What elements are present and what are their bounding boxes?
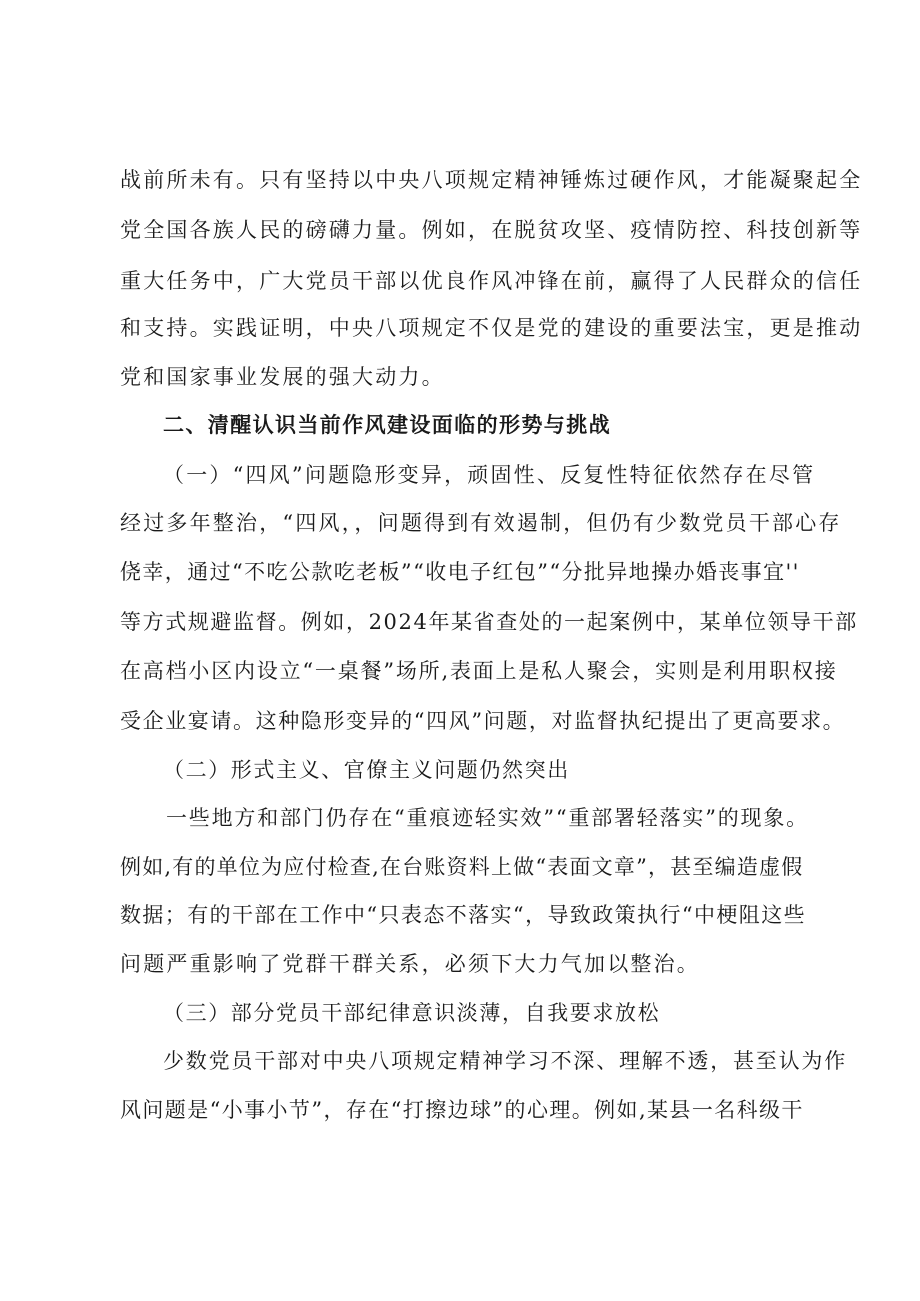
- body-text-line: 党全国各族人民的磅礴力量。例如，在脱贫攻坚、疫情防控、科技创新等: [120, 218, 863, 242]
- body-text-line: 经过多年整治，“四风，，问题得到有效遏制，但仍有少数党员干部心存: [120, 511, 842, 535]
- body-text-line: 侥幸，通过“不吃公款吃老板”“收电子红包”“分批异地操办婚丧事宜'': [120, 560, 800, 584]
- body-text-line: 风问题是“小事小节”，存在“打擦边球”的心理。例如,某县一名科级干: [120, 1098, 804, 1122]
- body-text-line: 等方式规避监督。例如，2024年某省查处的一起案例中，某单位领导干部: [120, 610, 858, 634]
- body-text-line: 在高档小区内设立“一桌餐”场所,表面上是私人聚会，实则是利用职权接: [120, 659, 838, 683]
- body-text-line: 例如,有的单位为应付检查,在台账资料上做“表面文章”，甚至编造虚假: [120, 855, 804, 879]
- body-text-line: 少数党员干部对中央八项规定精神学习不深、理解不透，甚至认为作: [163, 1049, 847, 1073]
- subsection-heading: （二）形式主义、官僚主义问题仍然突出: [163, 758, 570, 782]
- body-text-line: 和支持。实践证明，中央八项规定不仅是党的建设的重要法宝，更是推动: [120, 316, 863, 340]
- section-heading: 二、清醒认识当前作风建设面临的形势与挑战: [163, 413, 611, 437]
- body-text-line: 数据；有的干部在工作中“只表态不落实“，导致政策执行“中梗阻这些: [120, 903, 807, 927]
- body-text-line: 战前所未有。只有坚持以中央八项规定精神锤炼过硬作风，才能凝聚起全: [120, 168, 863, 192]
- subsection-heading-text: （一）“四风”问题隐形变异，顽固性、反复性特征依然存在尽管: [163, 463, 816, 487]
- body-text-line: 重大任务中，广大党员干部以优良作风冲锋在前，赢得了人民群众的信任: [120, 269, 863, 293]
- body-text-line: 一些地方和部门仍存在“重痕迹轻实效”“重部署轻落实”的现象。: [166, 806, 809, 830]
- body-text-line: 问题严重影响了党群干群关系，必须下大力气加以整治。: [120, 952, 700, 976]
- subsection-heading: （三）部分党员干部纪律意识淡薄，自我要求放松: [163, 1001, 661, 1025]
- body-text-line: 受企业宴请。这种隐形变异的“四风”问题，对监督执纪提出了更高要求。: [120, 709, 846, 733]
- body-text-line: 党和国家事业发展的强大动力。: [120, 365, 445, 389]
